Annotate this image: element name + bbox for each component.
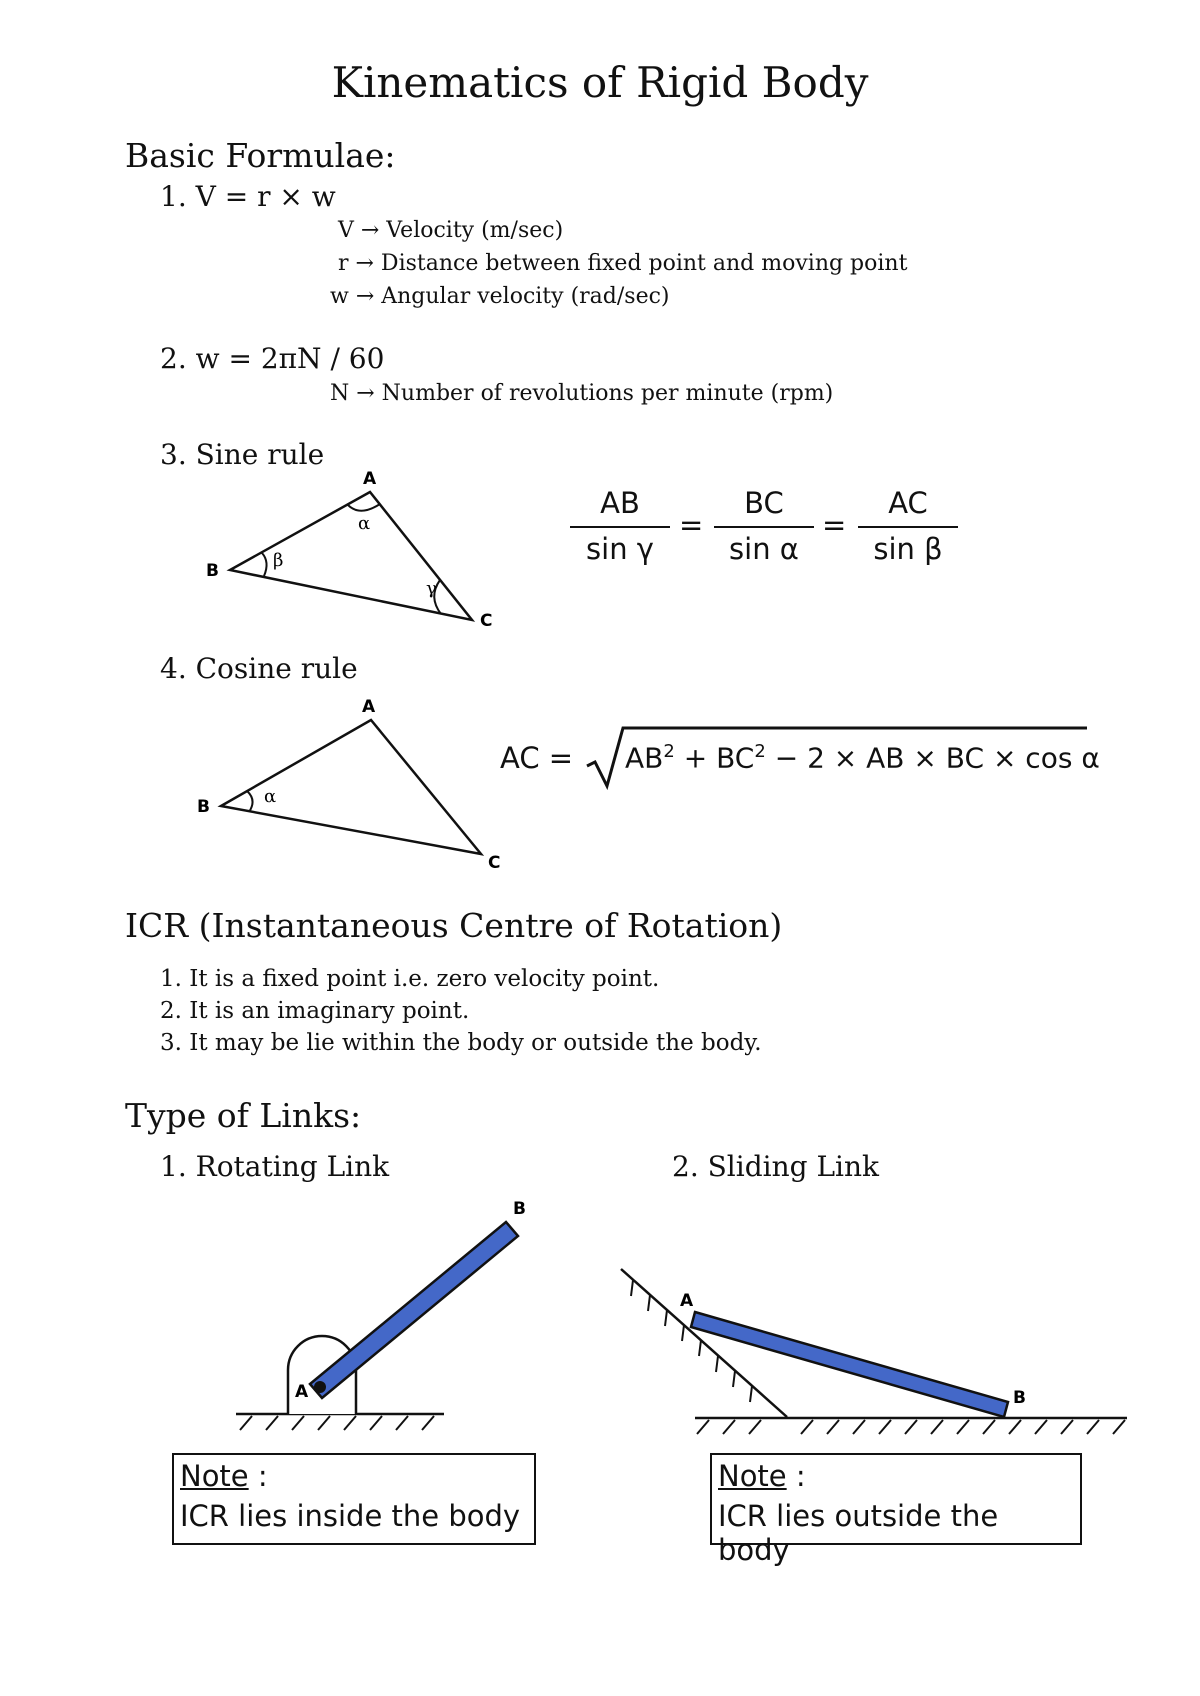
- angle-alpha: α: [358, 513, 371, 534]
- point-b: B: [1013, 1388, 1026, 1408]
- formula-1: 1. V = r × w: [160, 180, 336, 213]
- note-colon: :: [786, 1459, 806, 1493]
- vertex-a: A: [363, 469, 377, 489]
- exp-1: 2: [663, 741, 675, 762]
- rotating-link-label: 1. Rotating Link: [160, 1150, 390, 1183]
- point-b: B: [513, 1199, 526, 1219]
- sine-den-gamma: sin γ: [586, 532, 654, 566]
- term-ab: AB: [625, 741, 664, 775]
- term-bc: + BC: [674, 741, 755, 775]
- def-rpm: N → Number of revolutions per minute (rpm): [330, 381, 834, 406]
- sliding-note-text: ICR lies outside the body: [718, 1499, 999, 1567]
- links-heading: Type of Links:: [125, 1096, 362, 1135]
- sliding-link-diagram: [615, 1255, 1135, 1435]
- rotating-link-diagram: [230, 1190, 550, 1440]
- term-rest: − 2 × AB × BC × cos α: [765, 741, 1100, 775]
- sine-rule-label: 3. Sine rule: [160, 438, 325, 471]
- sine-fraction-bc: [714, 486, 814, 566]
- equals-1: =: [679, 508, 704, 542]
- icr-item-1: 1. It is a fixed point i.e. zero velocity point.: [160, 966, 660, 992]
- note-label: Note: [718, 1459, 787, 1493]
- cosine-rule-triangle: [185, 690, 515, 875]
- cosine-lhs: AC =: [500, 741, 574, 775]
- angle-arc-b: [262, 553, 267, 576]
- sine-den-alpha: sin α: [729, 532, 799, 566]
- def-distance: r → Distance between fixed point and moving point: [338, 251, 908, 276]
- point-a: A: [295, 1382, 309, 1402]
- vertex-a: A: [362, 697, 376, 717]
- exp-2: 2: [754, 741, 766, 762]
- rotating-note-box: [172, 1453, 536, 1545]
- sine-num-ac: AC: [888, 486, 928, 520]
- icr-item-3: 3. It may be lie within the body or outside the body.: [160, 1030, 762, 1056]
- cosine-radicand: [625, 741, 1100, 774]
- basic-formulae-heading: Basic Formulae:: [125, 136, 396, 175]
- rotating-link-bar: [310, 1222, 518, 1398]
- icr-heading: ICR (Instantaneous Centre of Rotation): [125, 906, 783, 945]
- sine-num-ab: AB: [600, 486, 640, 520]
- angle-gamma: γ: [426, 578, 437, 599]
- formula-2: 2. w = 2πN / 60: [160, 342, 385, 375]
- sliding-link-label: 2. Sliding Link: [672, 1150, 879, 1183]
- cosine-rule-label: 4. Cosine rule: [160, 652, 358, 685]
- sine-num-bc: BC: [744, 486, 784, 520]
- note-label: Note: [180, 1459, 249, 1493]
- point-a: A: [680, 1291, 694, 1311]
- triangle-abc: [221, 720, 481, 854]
- vertex-c: C: [480, 611, 493, 631]
- vertex-b: B: [206, 561, 219, 581]
- pivot-pin: [314, 1381, 326, 1393]
- angle-alpha: α: [264, 786, 277, 807]
- page-title: Kinematics of Rigid Body: [331, 58, 869, 107]
- angle-arc-b: [247, 791, 253, 812]
- def-angular-velocity: w → Angular velocity (rad/sec): [330, 284, 670, 309]
- sliding-note-box: [710, 1453, 1082, 1567]
- icr-item-2: 2. It is an imaginary point.: [160, 998, 470, 1024]
- equals-2: =: [822, 508, 847, 542]
- def-velocity: V → Velocity (m/sec): [338, 218, 564, 243]
- vertex-b: B: [197, 797, 210, 817]
- ground-hatching: [697, 1420, 1125, 1434]
- note-colon: :: [248, 1459, 268, 1493]
- sine-fraction-ac: [858, 486, 958, 566]
- sine-den-beta: sin β: [873, 532, 943, 566]
- rotating-note-text: ICR lies inside the body: [180, 1499, 521, 1533]
- angle-arc-a: [348, 504, 380, 511]
- ground-hatching: [240, 1416, 434, 1430]
- sine-fraction-ab: [570, 486, 670, 566]
- angle-beta: β: [273, 550, 284, 571]
- vertex-c: C: [488, 853, 501, 873]
- sliding-link-bar: [691, 1312, 1008, 1417]
- sine-rule-triangle: [190, 462, 510, 637]
